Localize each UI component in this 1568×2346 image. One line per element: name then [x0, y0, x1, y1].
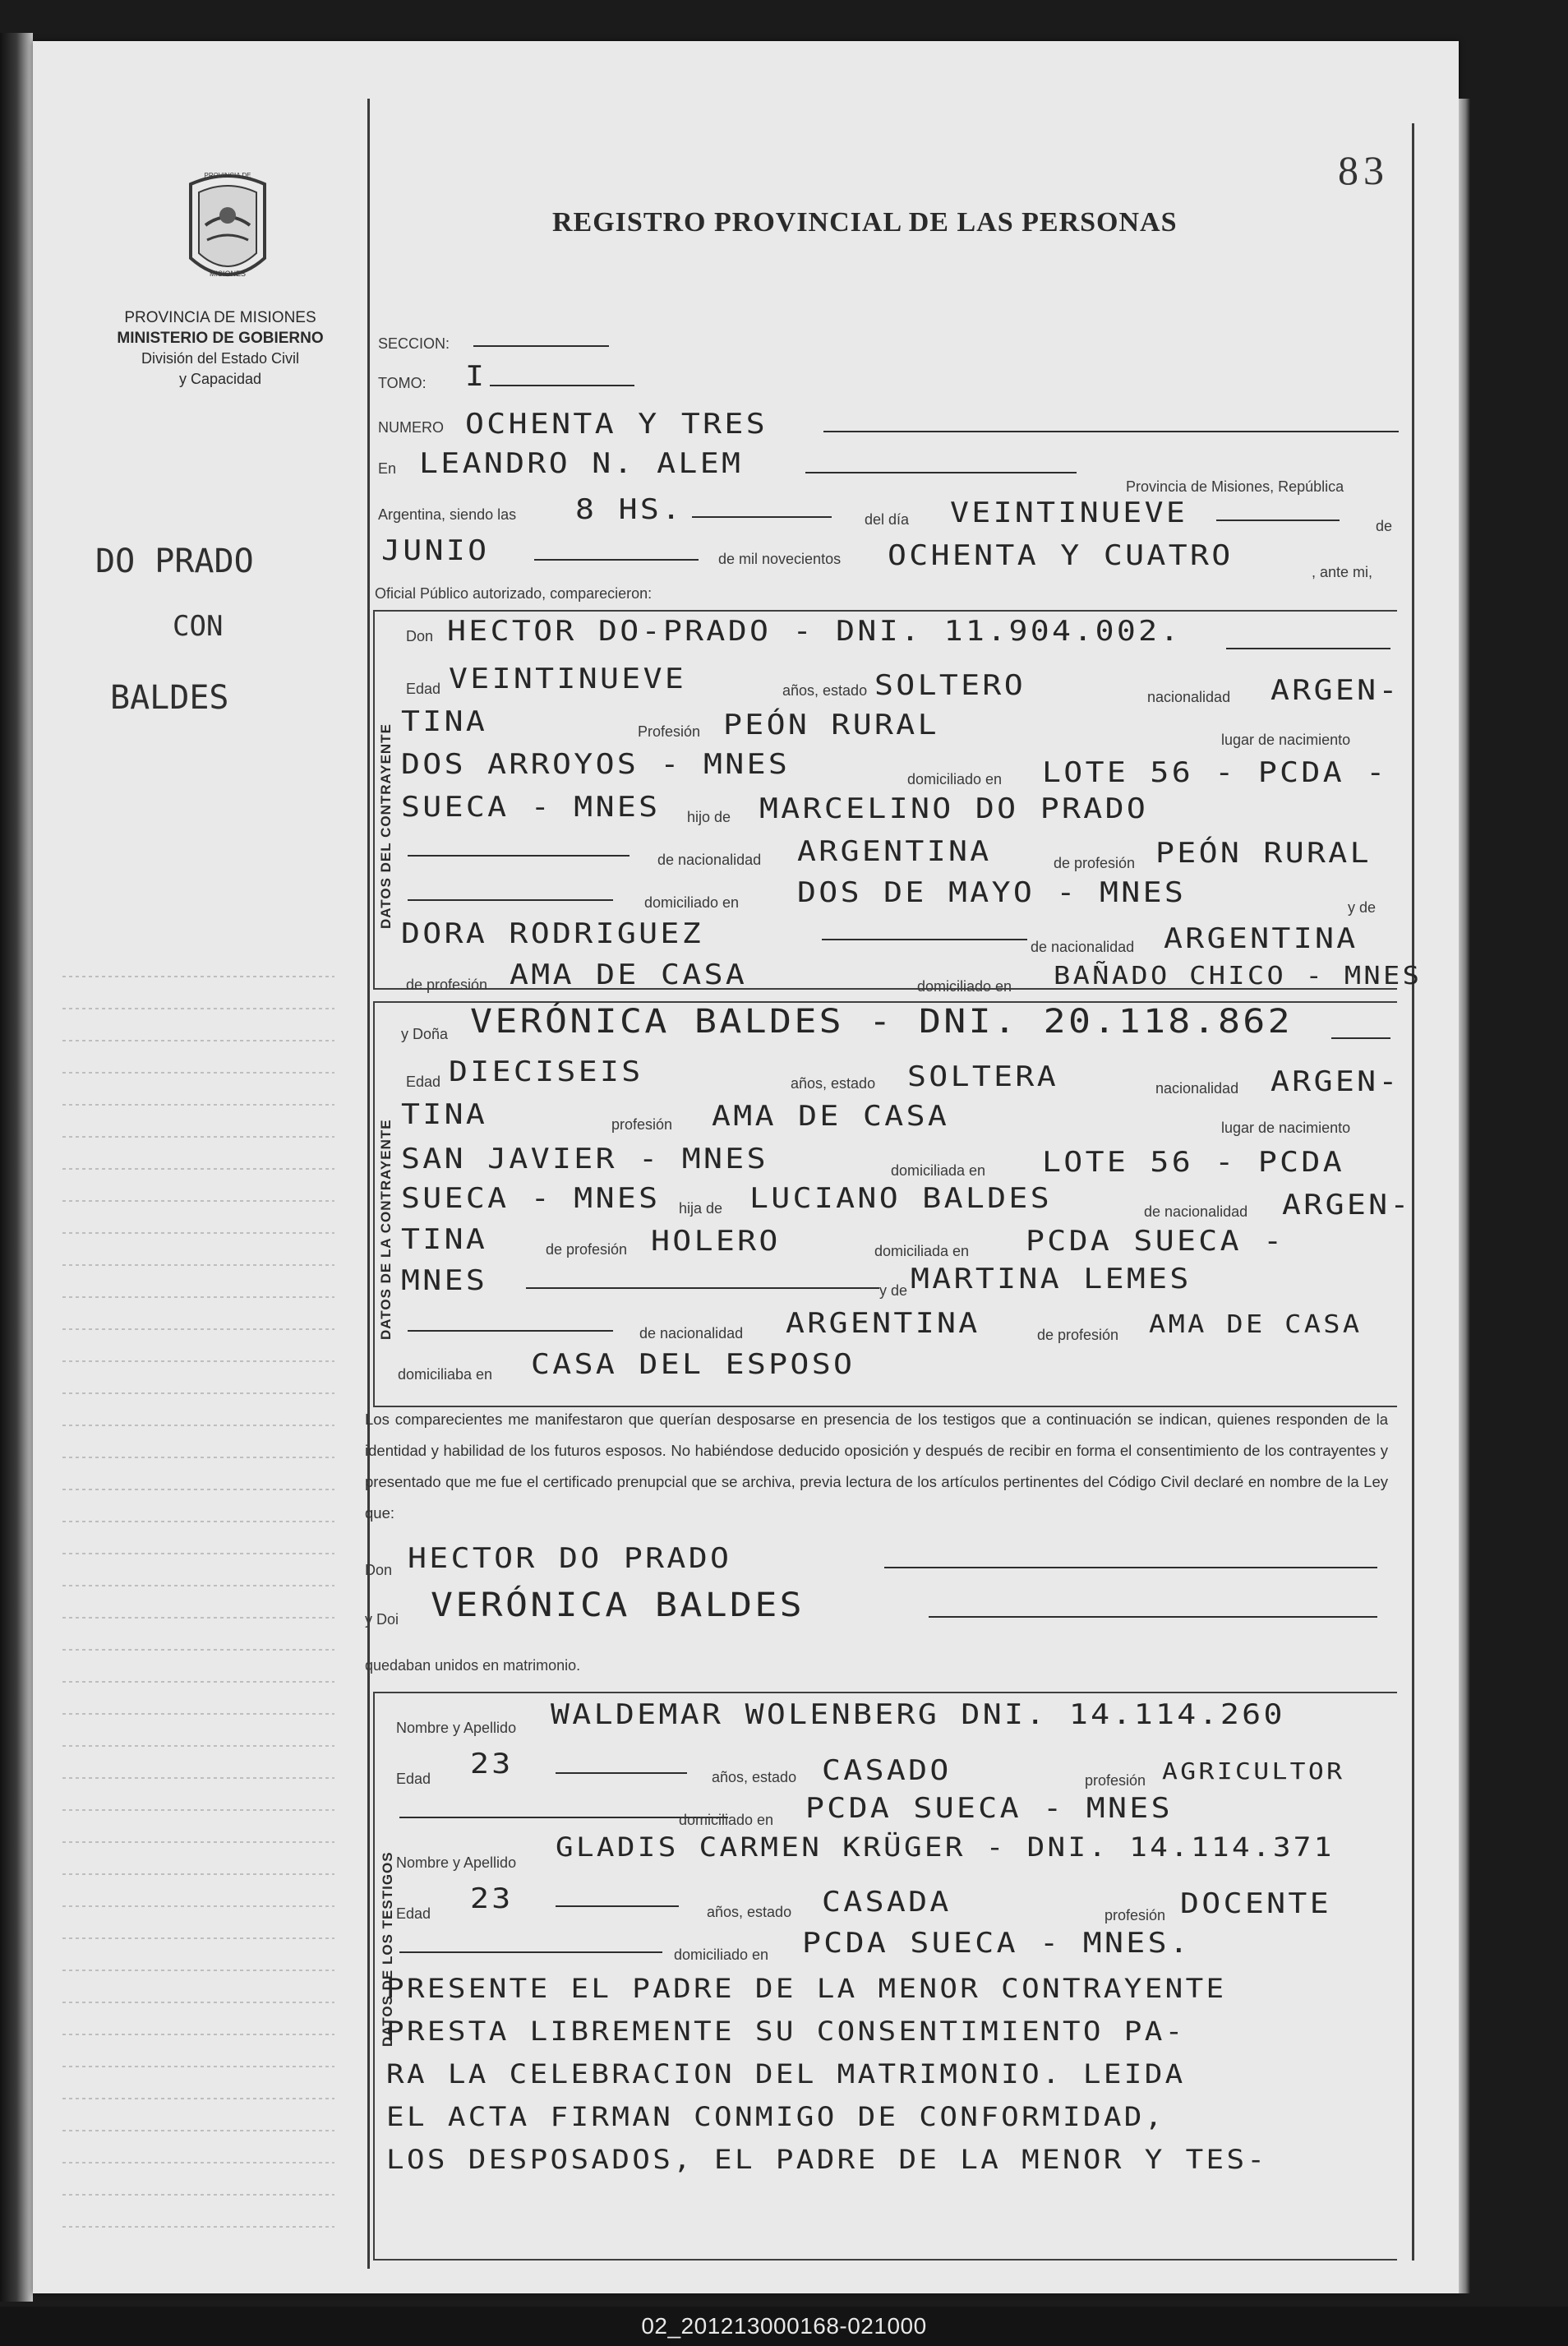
ministry-line-4: y Capacidad	[178, 371, 262, 387]
field-madre-el: DORA RODRIGUEZ	[401, 917, 704, 950]
field-dom-el-2: SUECA - MNES	[401, 791, 661, 824]
line-don-final	[884, 1567, 1377, 1568]
line-madre-ella	[526, 1287, 879, 1289]
line-lugar	[805, 472, 1077, 473]
field-nac-padre-el: ARGENTINA	[797, 835, 992, 868]
label-hijo-de: hijo de	[687, 809, 731, 825]
field-nac-madre-ella: ARGENTINA	[786, 1307, 980, 1340]
field-edad-el: VEINTINUEVE	[449, 663, 687, 695]
ministry-block	[72, 307, 368, 390]
line-edad-t1	[556, 1772, 687, 1774]
label-dom-el: domiciliado en	[907, 771, 1003, 787]
provincial-seal-icon	[182, 168, 273, 291]
label-de: de	[1376, 518, 1393, 534]
line-dia	[1216, 520, 1340, 521]
field-edad-t1: 23	[470, 1748, 514, 1780]
field-nac-el: ARGEN-	[1271, 674, 1400, 707]
field-numero: OCHENTA Y TRES	[465, 408, 768, 441]
label-prof-padre-ella: de profesión	[546, 1241, 628, 1258]
observation-line-5: LOS DESPOSADOS, EL PADRE DE LA MENOR Y TES-	[386, 2144, 1268, 2175]
image-footer-id: 02_201213000168-021000	[0, 2307, 1568, 2346]
right-rule	[1412, 123, 1414, 2261]
label-edad-ella: Edad	[406, 1074, 441, 1090]
label-nombre-t2: Nombre y Apellido	[396, 1854, 517, 1871]
field-anio: OCHENTA Y CUATRO	[888, 539, 1234, 572]
field-don-final: HECTOR DO PRADO	[408, 1542, 732, 1575]
field-prof-t1: AGRICULTOR	[1162, 1757, 1345, 1785]
book-binding	[0, 33, 33, 2302]
label-nac-padre-ella: de nacionalidad	[1144, 1203, 1248, 1220]
field-testigo2: GLADIS CARMEN KRÜGER - DNI. 14.114.371	[556, 1831, 1335, 1863]
field-lugar-el: DOS ARROYOS - MNES	[401, 748, 791, 781]
field-nac-madre-el: ARGENTINA	[1164, 922, 1358, 955]
field-padre-ella: LUCIANO BALDES	[749, 1182, 1053, 1215]
line-madre-el	[822, 939, 1027, 940]
field-dom-padre-ella-2: MNES	[401, 1264, 488, 1297]
margin-note-line-1: DO PRADO	[95, 543, 254, 580]
label-nac-padre-el: de nacionalidad	[657, 852, 762, 868]
field-dom-madre-el: BAÑADO CHICO - MNES	[1054, 962, 1423, 991]
label-lugar-el: lugar de nacimiento	[1221, 732, 1351, 748]
field-don: HECTOR DO-PRADO - DNI. 11.904.002.	[447, 615, 1182, 648]
label-y-dona: y Doña	[401, 1026, 449, 1042]
line-dom-t2	[399, 1951, 662, 1953]
svg-text:PROVINCIA DE: PROVINCIA DE	[204, 172, 251, 179]
field-nac-ella: ARGEN-	[1271, 1065, 1400, 1098]
label-y-de-2: y de	[879, 1282, 908, 1299]
field-prof-padre-ella: HOLERO	[651, 1225, 781, 1258]
label-en: En	[378, 460, 397, 477]
field-dom-ella: LOTE 56 - PCDA	[1042, 1146, 1345, 1179]
field-nac-padre-ella-2: TINA	[401, 1223, 488, 1256]
page-title: REGISTRO PROVINCIAL DE LAS PERSONAS	[552, 207, 1178, 238]
label-ante-mi: , ante mi,	[1312, 564, 1373, 580]
label-edad-t1: Edad	[396, 1771, 431, 1787]
label-doi: y Doi	[365, 1611, 399, 1628]
field-lugar-ella: SAN JAVIER - MNES	[401, 1143, 768, 1175]
field-testigo1: WALDEMAR WOLENBERG DNI. 14.114.260	[551, 1698, 1285, 1731]
label-siendo: Argentina, siendo las	[378, 506, 517, 523]
observation-line-4: EL ACTA FIRMAN CONMIGO DE CONFORMIDAD,	[386, 2101, 1165, 2132]
side-label-contrayenta: DATOS DE LA CONTRAYENTE	[378, 1119, 394, 1340]
label-prof-ella: profesión	[611, 1116, 673, 1133]
field-edad-ella: DIECISEIS	[449, 1055, 643, 1088]
field-estado-t1: CASADO	[822, 1754, 952, 1787]
observation-line-3: RA LA CELEBRACION DEL MATRIMONIO. LEIDA	[386, 2058, 1186, 2090]
margin-note-line-3: BALDES	[110, 679, 229, 717]
field-madre-ella: MARTINA LEMES	[911, 1263, 1192, 1295]
field-prof-madre-el: AMA DE CASA	[510, 958, 748, 991]
field-edad-t2: 23	[470, 1882, 514, 1915]
line-hora	[692, 516, 832, 518]
side-label-contrayente: DATOS DEL CONTRAYENTE	[378, 723, 394, 929]
field-dona-final: VERÓNICA BALDES	[431, 1586, 805, 1624]
field-nac-el-2: TINA	[401, 705, 488, 738]
page-edge	[1459, 99, 1470, 2293]
margin-dotted-lines	[59, 945, 334, 2244]
label-nombre-t1: Nombre y Apellido	[396, 1720, 517, 1736]
label-dom-ella: domiciliada en	[891, 1162, 986, 1179]
label-nac-ella: nacionalidad	[1155, 1080, 1239, 1097]
label-don-final: Don	[365, 1562, 393, 1578]
field-prof-ella: AMA DE CASA	[712, 1100, 950, 1133]
label-hija-de: hija de	[679, 1200, 723, 1217]
field-dom-t2: PCDA SUECA - MNES.	[802, 1927, 1192, 1960]
label-tomo: TOMO:	[378, 375, 427, 391]
field-estado-t2: CASADA	[822, 1886, 952, 1919]
field-dom-ella-2: SUECA - MNES	[401, 1182, 661, 1215]
field-hora: 8 HS.	[575, 493, 684, 526]
label-dom-padre-ella: domiciliada en	[874, 1243, 970, 1259]
field-dom-t1: PCDA SUECA - MNES	[805, 1792, 1173, 1825]
label-quedaban: quedaban unidos en matrimonio.	[365, 1657, 581, 1674]
line-dona	[1331, 1037, 1390, 1039]
label-domiciliaba: domiciliaba en	[398, 1366, 493, 1383]
ministry-line-3: División del Estado Civil	[141, 350, 300, 367]
label-prof-padre-el: de profesión	[1054, 855, 1136, 871]
label-anos-t2: años, estado	[707, 1904, 792, 1920]
label-prof-el: Profesión	[638, 723, 701, 740]
label-de-mil: de mil novecientos	[718, 551, 842, 567]
label-anos-ella: años, estado	[791, 1075, 876, 1092]
label-prof-t2: profesión	[1105, 1907, 1166, 1923]
line-numero	[823, 431, 1399, 432]
line-nac-madre-ella	[408, 1330, 613, 1332]
svg-text:MISIONES: MISIONES	[209, 270, 247, 278]
observation-line-2: PRESTA LIBREMENTE SU CONSENTIMIENTO PA-	[386, 2016, 1186, 2047]
label-provincia: Provincia de Misiones, República	[1126, 478, 1344, 495]
field-lugar: LEANDRO N. ALEM	[419, 447, 744, 480]
field-prof-padre-el: PEÓN RURAL	[1155, 837, 1372, 870]
margin-note-line-2: CON	[173, 610, 224, 643]
field-prof-t2: DOCENTE	[1180, 1887, 1332, 1920]
label-nac-el: nacionalidad	[1147, 689, 1231, 705]
label-dom-t2: domiciliado en	[674, 1947, 769, 1963]
page-number: 83	[1338, 147, 1389, 193]
line-don	[1226, 648, 1390, 649]
line-padre-el	[408, 855, 630, 857]
field-dona: VERÓNICA BALDES - DNI. 20.118.862	[470, 1003, 1293, 1041]
field-dia: VEINTINUEVE	[950, 496, 1188, 529]
label-del-dia: del día	[865, 511, 910, 528]
line-seccion	[473, 345, 609, 347]
body-paragraph: Los comparecientes me manifestaron que querían desposarse en presencia de los testigos que a continuación se indican, quienes responden de la identidad y habilidad de los futuros esposos. No habiéndose deducido oposición y después de recibir en forma el consentimiento de los contrayentes y presentado que me fue el certificado prenupcial que se archiva, previa lectura de los artículos pertinentes del Código Civil declaré en nombre de la Ley que:	[365, 1411, 1388, 1522]
label-seccion: SECCION:	[378, 335, 450, 352]
observation-line-1: PRESENTE EL PADRE DE LA MENOR CONTRAYENTE	[386, 1973, 1227, 2004]
label-nac-madre-ella: de nacionalidad	[639, 1325, 744, 1342]
field-prof-madre-ella: AMA DE CASA	[1149, 1310, 1363, 1339]
field-dom-padre-ella: PCDA SUECA -	[1026, 1225, 1285, 1258]
label-y-de: y de	[1348, 899, 1377, 916]
label-dom-t1: domiciliado en	[679, 1812, 774, 1828]
field-padre-el: MARCELINO DO PRADO	[759, 792, 1149, 825]
ministry-line-1: PROVINCIA DE MISIONES	[124, 309, 316, 326]
label-prof-t1: profesión	[1085, 1772, 1146, 1789]
label-edad-el: Edad	[406, 681, 441, 697]
ministry-line-2: MINISTERIO DE GOBIERNO	[117, 330, 324, 347]
line-mes	[534, 559, 699, 561]
label-dom-madre-el: domiciliado en	[917, 978, 1012, 995]
field-mes: JUNIO	[381, 534, 490, 567]
field-dom-madre-ella: CASA DEL ESPOSO	[531, 1348, 855, 1381]
line-dona-final	[929, 1616, 1377, 1618]
field-estado-el: SOLTERO	[874, 669, 1026, 702]
label-lugar-ella: lugar de nacimiento	[1221, 1120, 1351, 1136]
line-tomo	[490, 385, 634, 386]
label-prof-madre-el: de profesión	[406, 977, 488, 993]
line-dom-padre-el	[408, 899, 613, 901]
field-prof-el: PEÓN RURAL	[723, 709, 939, 741]
field-dom-el: LOTE 56 - PCDA -	[1042, 756, 1388, 789]
label-oficial: Oficial Público autorizado, comparecieron:	[375, 585, 653, 602]
field-tomo: I	[465, 360, 487, 393]
field-estado-ella: SOLTERA	[907, 1060, 1059, 1093]
field-nac-ella-2: TINA	[401, 1098, 488, 1131]
field-nac-padre-ella: ARGEN-	[1282, 1189, 1412, 1221]
label-edad-t2: Edad	[396, 1905, 431, 1922]
label-dom-padre-el: domiciliado en	[644, 894, 740, 911]
label-anos-t1: años, estado	[712, 1769, 797, 1785]
line-edad-t2	[556, 1905, 679, 1907]
label-anos-el: años, estado	[782, 682, 868, 699]
label-numero: NUMERO	[378, 419, 444, 436]
side-label-testigos: DATOS DE LOS TESTIGOS	[380, 1851, 395, 2047]
label-nac-madre-el: de nacionalidad	[1031, 939, 1135, 955]
label-prof-madre-ella: de profesión	[1037, 1327, 1119, 1343]
label-don: Don	[406, 628, 434, 644]
margin-rule	[367, 99, 370, 2269]
field-dom-padre-el: DOS DE MAYO - MNES	[797, 876, 1187, 909]
